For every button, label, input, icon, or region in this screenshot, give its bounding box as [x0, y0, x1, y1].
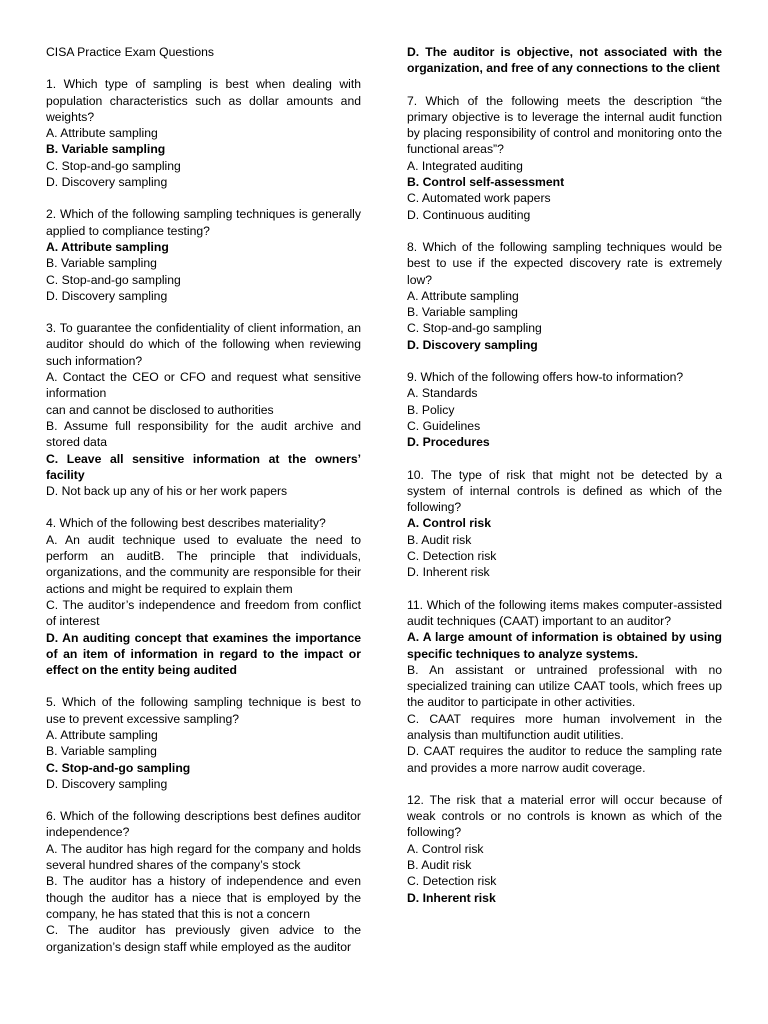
answer-option: D. Continuous auditing — [407, 207, 531, 222]
answer-option: A. Integrated auditing — [407, 158, 523, 173]
answer-option: B. Variable sampling — [46, 744, 157, 759]
answer-option-correct: A. A large amount of information is obtained by using specific techniques to analyze systems. — [407, 630, 722, 661]
answer-option: A. The auditor has high regard for the company and holds several hundred shares of the company’s stock — [46, 841, 361, 873]
answer-option: D. Discovery sampling — [46, 288, 168, 303]
question-text: 2. Which of the following sampling techniques is generally applied to compliance testing? — [46, 207, 361, 238]
answer-option: B. Variable sampling — [46, 256, 157, 271]
answer-option: B. Policy — [407, 402, 455, 417]
answer-option: D. Discovery sampling — [46, 175, 168, 190]
answer-option: B. Audit risk — [407, 532, 472, 547]
answer-option: C. Detection risk — [407, 549, 497, 564]
question-block — [407, 467, 722, 581]
question-text: 3. To guarantee the confidentiality of client information, an auditor should do which of the following when reviewing such information? — [46, 321, 361, 368]
answer-option: A. Attribute sampling — [46, 126, 158, 141]
answer-option-correct: B. Variable sampling — [46, 142, 166, 157]
answer-option: C. CAAT requires more human involvement in the analysis than multifunction audit utilities. — [407, 711, 722, 742]
answer-option: C. Automated work papers — [407, 191, 551, 206]
answer-option-correct: D. Discovery sampling — [407, 337, 538, 352]
answer-option-correct: D. Inherent risk — [407, 890, 496, 905]
question-block — [407, 239, 722, 353]
answer-option: A. Control risk — [407, 841, 484, 856]
question-text: 7. Which of the following meets the description “the primary objective is to leverage the internal audit function by placing responsibility of control and monitoring onto the functional areas”? — [407, 93, 722, 157]
question-text: 5. Which of the following sampling technique is best to use to prevent excessive sampling? — [46, 695, 361, 726]
answer-option: A. An audit technique used to evaluate the need to perform an auditB. The principle that individuals, organizations, and the community are responsible for their actions and might be required to explain them — [46, 532, 361, 596]
answer-option: C. The auditor’s independence and freedom from conflict of interest — [46, 597, 361, 629]
left-question-list — [46, 76, 361, 955]
answer-option: D. Inherent risk — [407, 565, 490, 580]
answer-option: D. CAAT requires the auditor to reduce the sampling rate and provides a more narrow audit coverage. — [407, 744, 722, 775]
answer-option: B. Variable sampling — [407, 305, 518, 320]
answer-option: D. Not back up any of his or her work papers — [46, 484, 288, 499]
question-text: 9. Which of the following offers how-to information? — [407, 370, 684, 385]
answer-option: D. Discovery sampling — [46, 776, 168, 791]
answer-option-correct: A. Control risk — [407, 516, 491, 531]
question-block — [407, 369, 722, 450]
answer-option: C. Detection risk — [407, 874, 497, 889]
question-text: 11. Which of the following items makes computer-assisted audit techniques (CAAT) important to an auditor? — [407, 597, 722, 628]
answer-option: B. An assistant or untrained professional with no specialized training can utilize CAAT tools, which frees up the auditor to participate in other activities. — [407, 662, 722, 710]
question-text: 4. Which of the following best describes materiality? — [46, 516, 326, 531]
question-block — [407, 93, 722, 223]
answer-option: C. Stop-and-go sampling — [46, 272, 181, 287]
answer-option: C. Guidelines — [407, 418, 481, 433]
question-block — [46, 320, 361, 499]
question-text: 1. Which type of sampling is best when dealing with population characteristics such as dollar amounts and weights? — [46, 77, 361, 124]
right-column — [407, 44, 722, 922]
question-text: 10. The type of risk that might not be detected by a system of internal controls is defined as which of the following? — [407, 467, 722, 515]
document-title: CISA Practice Exam Questions — [46, 45, 214, 59]
question-block — [46, 694, 361, 792]
question-text: 6. Which of the following descriptions best defines auditor independence? — [46, 809, 361, 840]
question-block — [407, 597, 722, 776]
answer-option: A. Standards — [407, 386, 478, 401]
question-6-continuation: D. The auditor is objective, not associated with the organization, and free of any connections to the client — [407, 45, 722, 76]
question-text: 8. Which of the following sampling techniques would be best to use if the expected discovery rate is extremely low? — [407, 239, 722, 287]
answer-option: A. Attribute sampling — [407, 288, 519, 303]
answer-option-correct: C. Leave all sensitive information at the owners’ facility — [46, 451, 361, 482]
question-block — [46, 76, 361, 190]
answer-option: B. The auditor has a history of independence and even though the auditor has a niece that is employed by the company, he has stated that this is not a concern — [46, 874, 361, 921]
answer-option: A. Attribute sampling — [46, 727, 158, 742]
answer-option: A. Contact the CEO or CFO and request what sensitive information — [46, 370, 361, 401]
question-block — [46, 206, 361, 304]
question-block — [46, 808, 361, 955]
right-question-list — [407, 93, 722, 906]
question-block — [407, 792, 722, 906]
question-text: 12. The risk that a material error will occur because of weak controls or no controls is known as which of the following? — [407, 792, 722, 840]
answer-option-correct: D. Procedures — [407, 435, 490, 450]
answer-option: B. Assume full responsibility for the audit archive and stored data — [46, 418, 361, 450]
answer-option: can and cannot be disclosed to authorities — [46, 402, 274, 417]
question-block — [46, 515, 361, 678]
answer-option-correct: A. Attribute sampling — [46, 239, 169, 254]
answer-option-correct: B. Control self-assessment — [407, 175, 565, 190]
answer-option: C. Stop-and-go sampling — [46, 158, 181, 173]
answer-option: C. Stop-and-go sampling — [407, 321, 542, 336]
answer-option-correct: C. Stop-and-go sampling — [46, 760, 191, 775]
answer-option-correct: D. An auditing concept that examines the importance of an item of information in regard to the impact or effect on the entity being audited — [46, 630, 361, 678]
left-column — [46, 44, 361, 971]
answer-option: C. The auditor has previously given advice to the organization’s design staff while employed as the auditor — [46, 923, 361, 954]
answer-option: B. Audit risk — [407, 858, 472, 873]
